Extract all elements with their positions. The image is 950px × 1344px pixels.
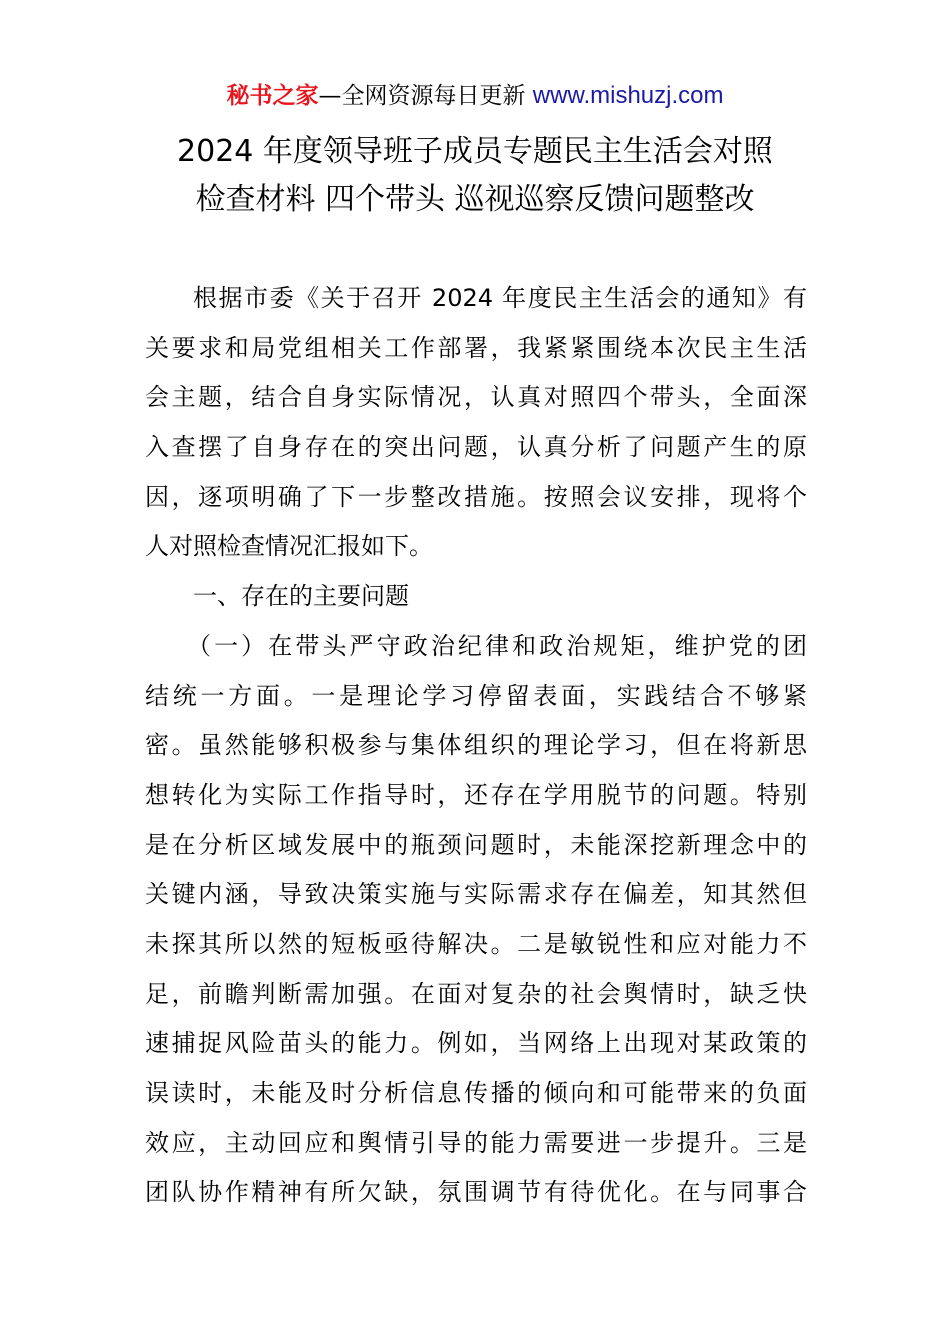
body-line: 足，前瞻判断需加强。在面对复杂的社会舆情时，缺乏快 [145, 979, 807, 1008]
body-line: 根据市委《关于召开 2024 年度民主生活会的通知》有 [193, 284, 807, 312]
body-line: 入查摆了自身存在的突出问题，认真分析了问题产生的原 [145, 433, 807, 462]
document-body [145, 274, 807, 1218]
body-line: 结统一方面。一是理论学习停留表面，实践结合不够紧 [145, 681, 807, 710]
body-line: 是在分析区域发展中的瓶颈问题时，未能深挖新理念中的 [145, 830, 807, 859]
body-line: 效应，主动回应和舆情引导的能力需要进一步提升。三是 [145, 1128, 807, 1157]
site-url-link[interactable]: www.mishuzj.com [532, 82, 724, 109]
title-line-1: 2024 年度领导班子成员专题民主生活会对照 [177, 134, 773, 169]
body-line: 人对照检查情况汇报如下。 [145, 532, 433, 561]
site-header [0, 80, 950, 112]
header-tagline: —全网资源每日更新 [318, 83, 533, 109]
body-line: 速捕捉风险苗头的能力。例如，当网络上出现对某政策的 [145, 1029, 807, 1058]
document-title [0, 128, 950, 224]
body-line: 关要求和局党组相关工作部署，我紧紧围绕本次民主生活 [145, 333, 807, 362]
body-line: 会主题，结合自身实际情况，认真对照四个带头，全面深 [145, 383, 807, 412]
section-heading: 一、存在的主要问题 [193, 582, 409, 611]
body-line: 因，逐项明确了下一步整改措施。按照会议安排，现将个 [145, 482, 807, 511]
body-line: 想转化为实际工作指导时，还存在学用脱节的问题。特别 [145, 780, 807, 809]
body-line: 密。虽然能够积极参与集体组织的理论学习，但在将新思 [145, 731, 807, 760]
brand-name: 秘书之家 [226, 83, 319, 109]
body-line: 误读时，未能及时分析信息传播的倾向和可能带来的负面 [145, 1079, 807, 1107]
body-line: （一）在带头严守政治纪律和政治规矩，维护党的团 [187, 631, 807, 660]
body-line: 关键内涵，导致决策实施与实际需求存在偏差，知其然但 [145, 880, 807, 909]
body-line: 团队协作精神有所欠缺，氛围调节有待优化。在与同事合 [145, 1178, 807, 1207]
body-line: 未探其所以然的短板亟待解决。二是敏锐性和应对能力不 [145, 929, 807, 958]
title-line-2: 检查材料 四个带头 巡视巡察反馈问题整改 [195, 182, 755, 217]
